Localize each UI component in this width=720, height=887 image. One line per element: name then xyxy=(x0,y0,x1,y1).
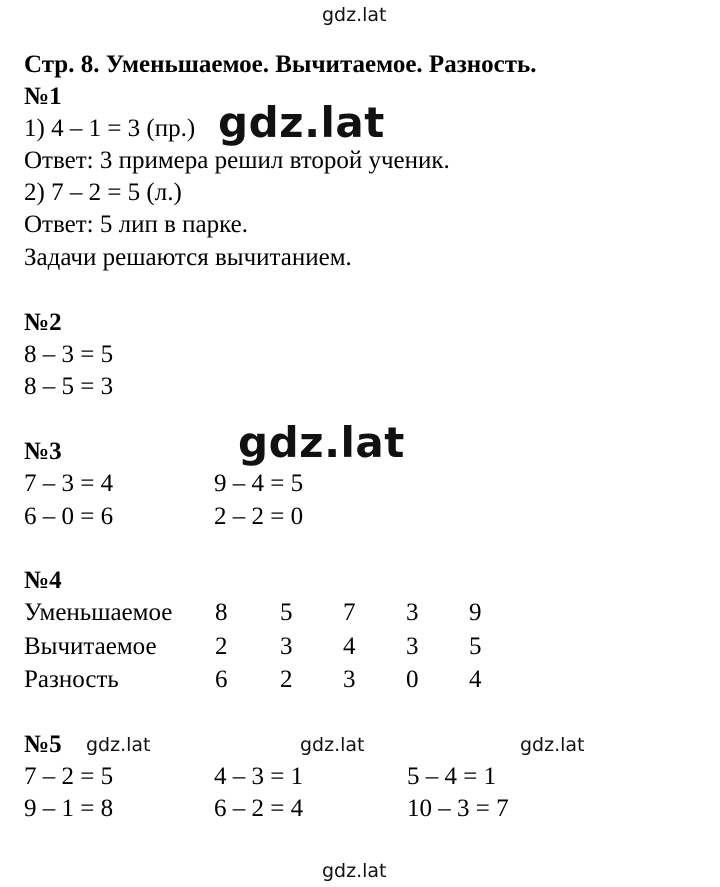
task3-heading: №3 xyxy=(24,438,62,465)
task4-cell: 4 xyxy=(469,666,482,693)
task4-cell: 5 xyxy=(469,633,482,660)
task4-cell: 2 xyxy=(280,666,293,693)
task1-line: 1) 4 – 1 = 3 (пр.) xyxy=(24,115,196,142)
watermark-row-3: gdz.lat xyxy=(520,734,585,756)
watermark-large-1: gdz.lat xyxy=(218,98,385,147)
task4-cell: 7 xyxy=(343,599,356,626)
task4-row-label: Уменьшаемое xyxy=(24,599,173,626)
task2-line: 8 – 5 = 3 xyxy=(24,373,114,400)
watermark-bottom: gdz.lat xyxy=(322,860,387,882)
task4-cell: 3 xyxy=(406,599,419,626)
task4-cell: 5 xyxy=(280,599,293,626)
task1-line: Задачи решаются вычитанием. xyxy=(24,244,352,271)
task4-cell: 6 xyxy=(215,666,228,693)
task4-heading: №4 xyxy=(24,567,62,594)
page-title: Стр. 8. Уменьшаемое. Вычитаемое. Разность. xyxy=(24,51,537,78)
task5-cell: 9 – 1 = 8 xyxy=(24,795,114,822)
task3-cell: 9 – 4 = 5 xyxy=(214,470,304,497)
task1-line: Ответ: 3 примера решил второй ученик. xyxy=(24,147,450,174)
watermark-top: gdz.lat xyxy=(322,4,387,26)
task4-cell: 3 xyxy=(406,633,419,660)
task5-cell: 5 – 4 = 1 xyxy=(407,763,497,790)
task3-cell: 7 – 3 = 4 xyxy=(24,470,114,497)
task5-cell: 6 – 2 = 4 xyxy=(214,795,304,822)
task4-cell: 9 xyxy=(469,599,482,626)
task3-cell: 6 – 0 = 6 xyxy=(24,503,114,530)
task2-heading: №2 xyxy=(24,309,62,336)
watermark-large-2: gdz.lat xyxy=(238,418,405,467)
watermark-row-1: gdz.lat xyxy=(86,734,151,756)
task4-cell: 3 xyxy=(280,633,293,660)
task4-row-label: Разность xyxy=(24,666,119,693)
task4-row-label: Вычитаемое xyxy=(24,633,157,660)
task5-heading: №5 xyxy=(24,731,62,758)
task4-cell: 0 xyxy=(406,666,419,693)
task4-cell: 4 xyxy=(343,633,356,660)
task5-cell: 7 – 2 = 5 xyxy=(24,763,114,790)
task5-cell: 10 – 3 = 7 xyxy=(407,795,509,822)
task1-line: Ответ: 5 лип в парке. xyxy=(24,211,248,238)
task2-line: 8 – 3 = 5 xyxy=(24,341,114,368)
watermark-row-2: gdz.lat xyxy=(300,734,365,756)
task4-cell: 8 xyxy=(215,599,228,626)
task3-cell: 2 – 2 = 0 xyxy=(214,503,304,530)
task4-cell: 2 xyxy=(215,633,228,660)
task4-cell: 3 xyxy=(343,666,356,693)
task1-line: 2) 7 – 2 = 5 (л.) xyxy=(24,179,182,206)
task1-heading: №1 xyxy=(24,83,62,110)
task5-cell: 4 – 3 = 1 xyxy=(214,763,304,790)
